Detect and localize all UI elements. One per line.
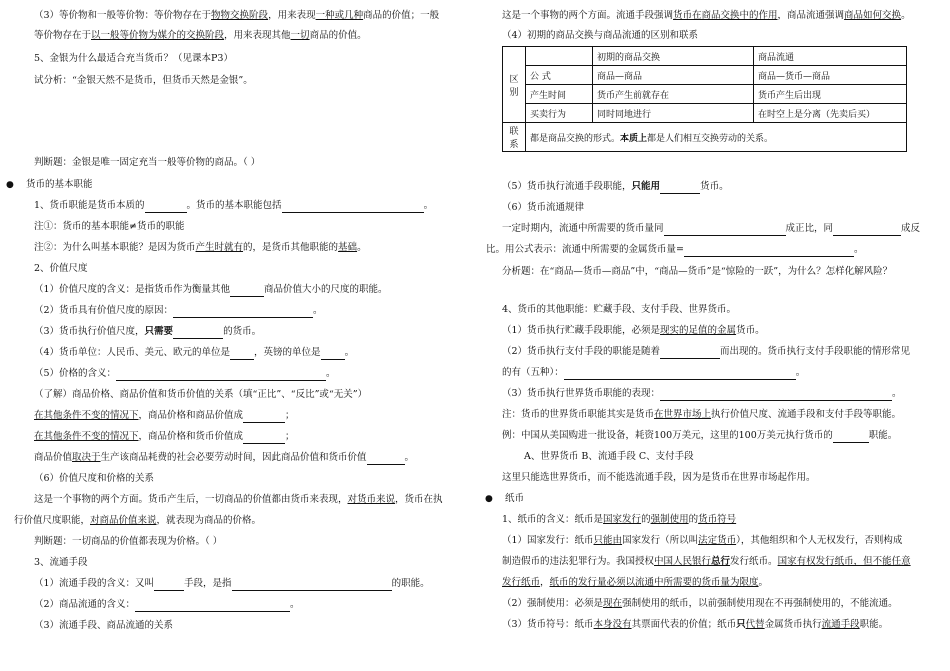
question-heading: 5、金银为什么最适合充当货币？（见课本P3）: [34, 53, 233, 64]
text-line: 的有（五种）： 。: [502, 367, 806, 378]
table-cell: 联系: [503, 123, 526, 152]
example-line: 例：中国从美国购进一批设备，耗资100万美元，这里的100万美元执行货币的 职能。: [502, 430, 898, 441]
table-cell: 产生时间: [526, 85, 593, 104]
table-cell: 同时同地进行: [593, 104, 754, 123]
fill-blank[interactable]: [321, 349, 345, 360]
table-cell: 货币产生前就存在: [593, 85, 754, 104]
note-line: 注①：货币的基本职能≠货币的职能: [34, 221, 185, 232]
fill-blank[interactable]: [833, 225, 901, 236]
text-line: （5）货币执行流通手段职能，只能用 货币。: [502, 181, 729, 192]
true-false-question: 判断题：金银是唯一固定充当一般等价物的商品。（ ）: [34, 157, 261, 168]
subsection-heading: 3、流通手段: [34, 557, 88, 568]
fill-blank[interactable]: [664, 225, 786, 236]
text-line: （1）货币执行贮藏手段职能，必须是现实的足值的金属货币。: [502, 325, 765, 336]
table-cell: [526, 47, 593, 66]
note-line: 注②：为什么叫基本职能？是因为货币产生时就有的，是货币其他职能的基础。: [34, 242, 367, 253]
text-line: （2）货币具有价值尺度的原因： 。: [34, 305, 323, 316]
fill-blank[interactable]: [367, 454, 405, 465]
text-line: 行价值尺度职能，对商品价值来说，就表现为商品的价格。: [14, 515, 262, 526]
fill-blank[interactable]: [230, 349, 254, 360]
fill-blank[interactable]: [833, 432, 869, 443]
bullet-icon: ●: [6, 180, 14, 190]
fill-blank[interactable]: [660, 348, 720, 359]
subsection-heading: 2、价值尺度: [34, 263, 88, 274]
text-line: （了解）商品价格、商品价值和货币价值的关系（填“正比”、“反比”或“无关”）: [34, 389, 368, 400]
text-line: 在其他条件不变的情况下，商品价格和商品价值成 ；: [34, 410, 295, 421]
bullet-icon: ●: [485, 494, 493, 504]
text-line: （6）货币流通规律: [502, 202, 585, 213]
fill-blank[interactable]: [684, 246, 854, 257]
fill-blank[interactable]: [116, 370, 326, 381]
text-line: 在其他条件不变的情况下，商品价格和货币价值成 ；: [34, 431, 295, 442]
table-row: [503, 66, 907, 85]
table-cell: 商品—商品: [593, 66, 754, 85]
section-heading: ● 货币的基本职能: [6, 179, 93, 190]
fill-blank[interactable]: [660, 183, 700, 194]
table-row: [503, 123, 907, 152]
analysis-prompt: 试分析：“金银天然不是货币，但货币天然是金银”。: [34, 75, 253, 86]
text-line: （3）等价物和一般等价物：等价物存在于物物交换阶段，用来表现一种或几种商品的价值；一般: [34, 10, 440, 21]
text-line: （6）价值尺度和价格的关系: [34, 473, 155, 484]
choice-options: A、世界货币 B、流通手段 C、支付手段: [524, 451, 694, 462]
table-cell: 公 式: [526, 66, 593, 85]
text-line: 一定时期内，流通中所需要的货币量同 成正比，同 成反: [502, 223, 921, 234]
text-line: （3）货币执行价值尺度，只需要 的货币。: [34, 326, 262, 337]
text-line: （1）价值尺度的含义：是指货币作为衡量其他 商品价值大小的尺度的职能。: [34, 284, 388, 295]
table-cell: 商品—货币—商品: [754, 66, 907, 85]
text-line: （2）商品流通的含义： 。: [34, 599, 300, 610]
fill-blank[interactable]: [243, 433, 285, 444]
text-line: （3）流通手段、商品流通的关系: [34, 620, 174, 631]
table-cell: 买卖行为: [526, 104, 593, 123]
text-line: （2）货币执行支付手段的职能是随着 而出现的。货币执行支付手段职能的情形常见: [502, 346, 911, 357]
text-line: （5）价格的含义： 。: [34, 368, 336, 379]
table-cell: 商品流通: [754, 47, 907, 66]
fill-blank[interactable]: [660, 390, 892, 401]
table-cell: 区别: [503, 47, 526, 123]
text-line: （3）货币符号：纸币本身没有其票面代表的价值；纸币只代替金属货币执行流通手段职能。: [502, 619, 889, 630]
table-row: [503, 104, 907, 123]
table-row: [503, 85, 907, 104]
text-line: （1）国家发行：纸币只能由国家发行（所以叫法定货币），其他组织和个人无权发行，否则构成: [502, 535, 903, 546]
fill-blank[interactable]: [173, 328, 223, 339]
fill-blank[interactable]: [154, 580, 184, 591]
text-line: 等价物存在于以一般等价物为媒介的交换阶段，用来表现其他一切商品的价值。: [34, 30, 367, 41]
text-line: 这是一个事物的两个方面。货币产生后，一切商品的价值都由货币来表现，对货币来说，货币在执: [34, 494, 443, 505]
analysis-prompt: 分析题：在“商品—货币—商品”中，“商品—货币”是“惊险的一跃”，为什么？怎样化解风险？: [502, 266, 893, 277]
fill-blank[interactable]: [282, 202, 424, 213]
note-line: 注：货币的世界货币职能其实是货币在世界市场上执行价值尺度、流通手段和支付手段等职能。: [502, 409, 902, 420]
fill-blank[interactable]: [230, 286, 264, 297]
fill-blank[interactable]: [564, 369, 796, 380]
subsection-heading: 4、货币的其他职能：贮藏手段、支付手段、世界货币。: [502, 304, 737, 315]
fill-blank[interactable]: [145, 202, 187, 213]
text-line: 1、纸币的含义：纸币是国家发行的强制使用的货币符号: [502, 514, 737, 525]
fill-blank[interactable]: [232, 580, 392, 591]
section-heading: ● 纸币: [485, 493, 524, 504]
fill-blank[interactable]: [173, 307, 313, 318]
text-line: （2）强制使用：必须是现在强制使用的纸币，以前强制使用现在不再强制使用的，不能流通。: [502, 598, 898, 609]
true-false-question: 判断题：一切商品的价值都表现为价格。（ ）: [34, 536, 223, 547]
text-line: 商品价值取决于生产该商品耗费的社会必要劳动时间，因此商品价值和货币价值 。: [34, 452, 415, 463]
text-line: 这里只能选世界货币，而不能选流通手段，因为是货币在世界市场起作用。: [502, 472, 816, 483]
text-line: （1）流通手段的含义：又叫 手段，是指 的职能。: [34, 578, 430, 589]
text-line: 发行纸币，纸币的发行量必须以流通中所需要的货币量为限度。: [502, 577, 769, 588]
text-line: （3）货币执行世界货币职能的表现： 。: [502, 388, 902, 399]
text-line: 1、货币职能是货币本质的 。货币的基本职能包括 。: [34, 200, 434, 211]
text-line: 这是一个事物的两个方面。流通手段强调货币在商品交换中的作用，商品流通强调商品如何交换。: [502, 10, 911, 21]
table-cell: 初期的商品交换: [593, 47, 754, 66]
text-line: （4）货币单位：人民币、美元、欧元的单位是 ，英镑的单位是 。: [34, 347, 355, 358]
table-row: [503, 47, 907, 66]
fill-blank[interactable]: [243, 412, 285, 423]
table-cell: 都是商品交换的形式。本质上都是人们相互交换劳动的关系。: [526, 123, 907, 152]
table-cell: 在时空上是分离（先卖后买）: [754, 104, 907, 123]
text-line: 比。用公式表示：流通中所需要的金属货币量= 。: [486, 244, 864, 255]
comparison-table: [502, 46, 907, 152]
fill-blank[interactable]: [135, 601, 290, 612]
table-cell: 货币产生后出现: [754, 85, 907, 104]
text-line: 制造假币的违法犯罪行为。我国授权中国人民银行总行发行纸币。国家有权发行纸币，但不能任意: [502, 556, 911, 567]
text-line: （4）初期的商品交换与商品流通的区别和联系: [502, 30, 699, 41]
